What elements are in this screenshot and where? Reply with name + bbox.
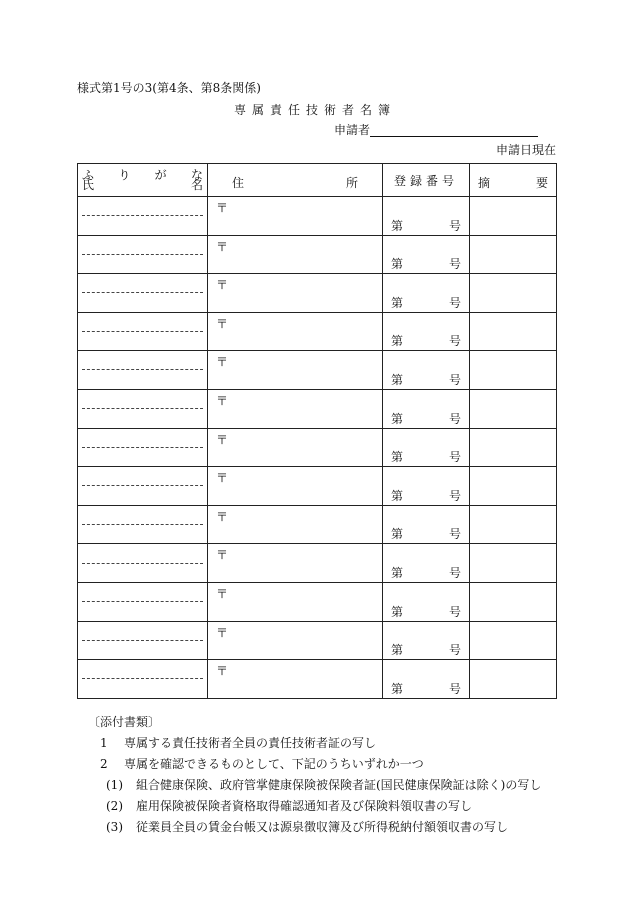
registration-number-cell[interactable] [383,312,470,351]
address-cell[interactable] [208,390,383,429]
notes-cell[interactable] [470,274,557,313]
reg-suffix: 号 [448,681,461,696]
table-row [78,390,557,429]
postal-mark: 〒 [216,394,229,409]
attachment-subitem: (2) 雇用保険被保険者資格取得確認通知者及び保険料領収書の写し [106,799,473,813]
reg-prefix: 第 [391,295,404,310]
notes-cell[interactable] [470,351,557,390]
notes-cell[interactable] [470,312,557,351]
registration-number-cell[interactable] [383,428,470,467]
furigana-divider [82,601,203,602]
application-date-label: 申請日現在 [495,143,556,157]
reg-suffix: 号 [448,334,461,349]
postal-mark: 〒 [216,316,229,331]
registration-number-cell[interactable] [383,235,470,274]
name-cell[interactable] [78,544,208,583]
table-row [78,235,557,274]
registration-number-cell[interactable] [383,505,470,544]
address-cell[interactable] [208,351,383,390]
registration-number-cell[interactable] [383,467,470,506]
attachment-subitem: (3) 従業員全員の賃金台帳又は源泉徴収簿及び所得税納付額領収書の写し [106,820,509,834]
address-cell[interactable] [208,621,383,660]
name-cell[interactable] [78,197,208,236]
notes-cell[interactable] [470,544,557,583]
header-furigana: ふ り が な [82,168,203,182]
name-cell[interactable] [78,428,208,467]
reg-suffix: 号 [448,488,461,503]
notes-cell[interactable] [470,390,557,429]
table-row [78,351,557,390]
reg-suffix: 号 [448,643,461,658]
postal-mark: 〒 [216,471,229,486]
reg-prefix: 第 [391,450,404,465]
name-cell[interactable] [78,351,208,390]
reg-prefix: 第 [391,566,404,581]
table-row [78,544,557,583]
table-row [78,621,557,660]
furigana-divider [82,563,203,564]
furigana-divider [82,447,203,448]
attachment-item: 1 専属する責任技術者全員の責任技術者証の写し [100,736,377,750]
furigana-divider [82,485,203,486]
table-row [78,467,557,506]
registration-number-cell[interactable] [383,274,470,313]
reg-suffix: 号 [448,257,461,272]
furigana-divider [82,331,203,332]
table-row [78,274,557,313]
form-number: 様式第1号の3(第4条、第8条関係) [77,81,261,95]
furigana-divider [82,408,203,409]
registration-number-cell[interactable] [383,544,470,583]
name-cell[interactable] [78,660,208,699]
address-cell[interactable] [208,467,383,506]
notes-cell[interactable] [470,583,557,622]
name-cell[interactable] [78,235,208,274]
notes-cell[interactable] [470,505,557,544]
reg-suffix: 号 [448,450,461,465]
attachment-subitem: (1) 組合健康保険、政府管掌健康保険被保険者証(国民健康保険証は除く)の写し [106,778,542,792]
address-cell[interactable] [208,428,383,467]
reg-suffix: 号 [448,604,461,619]
name-cell[interactable] [78,390,208,429]
registration-number-cell[interactable] [383,660,470,699]
applicant-label: 申請者 [334,123,371,137]
furigana-divider [82,292,203,293]
registration-number-cell[interactable] [383,351,470,390]
header-notes: 摘 要 [470,164,557,197]
reg-prefix: 第 [391,488,404,503]
reg-prefix: 第 [391,334,404,349]
postal-mark: 〒 [216,548,229,563]
notes-cell[interactable] [470,197,557,236]
postal-mark: 〒 [216,432,229,447]
reg-suffix: 号 [448,411,461,426]
table-row [78,660,557,699]
postal-mark: 〒 [216,278,229,293]
attachment-item: 2 専属を確認できるものとして、下記のうちいずれか一つ [100,757,424,771]
header-address: 住 所 [208,164,383,197]
attachments-section [88,712,541,838]
notes-cell[interactable] [470,235,557,274]
furigana-divider [82,215,203,216]
reg-prefix: 第 [391,643,404,658]
applicant-signature-line[interactable] [370,136,538,137]
furigana-divider [82,369,203,370]
reg-prefix: 第 [391,527,404,542]
reg-suffix: 号 [448,372,461,387]
name-cell[interactable] [78,312,208,351]
postal-mark: 〒 [216,355,229,370]
furigana-divider [82,254,203,255]
table-row [78,583,557,622]
registration-number-cell[interactable] [383,390,470,429]
notes-cell[interactable] [470,428,557,467]
address-cell[interactable] [208,505,383,544]
reg-prefix: 第 [391,218,404,233]
notes-cell[interactable] [470,660,557,699]
reg-suffix: 号 [448,527,461,542]
furigana-divider [82,524,203,525]
table-row [78,312,557,351]
reg-prefix: 第 [391,257,404,272]
header-full-name: 氏 名 [82,178,203,192]
header-registration-number: 登録番号 [383,164,470,197]
name-cell[interactable] [78,621,208,660]
header-name [78,164,208,197]
postal-mark: 〒 [216,625,229,640]
reg-prefix: 第 [391,681,404,696]
postal-mark: 〒 [216,587,229,602]
furigana-divider [82,678,203,679]
furigana-divider [82,640,203,641]
attachments-heading: 〔添付書類〕 [88,715,161,729]
reg-suffix: 号 [448,566,461,581]
registration-number-cell[interactable] [383,197,470,236]
address-cell[interactable] [208,544,383,583]
reg-prefix: 第 [391,604,404,619]
reg-prefix: 第 [391,411,404,426]
address-cell[interactable] [208,660,383,699]
postal-mark: 〒 [216,201,229,215]
reg-suffix: 号 [448,295,461,310]
address-cell[interactable] [208,274,383,313]
registration-number-cell[interactable] [383,621,470,660]
notes-cell[interactable] [470,467,557,506]
address-cell[interactable] [208,197,383,236]
postal-mark: 〒 [216,664,229,679]
page-title: 専属責任技術者名簿 [233,103,396,117]
registration-number-cell[interactable] [383,583,470,622]
reg-suffix: 号 [448,218,461,233]
address-cell[interactable] [208,235,383,274]
name-cell[interactable] [78,583,208,622]
name-cell[interactable] [78,505,208,544]
table-header-row [78,164,557,197]
postal-mark: 〒 [216,239,229,254]
name-cell[interactable] [78,467,208,506]
reg-prefix: 第 [391,372,404,387]
address-cell[interactable] [208,583,383,622]
address-cell[interactable] [208,312,383,351]
postal-mark: 〒 [216,509,229,524]
notes-cell[interactable] [470,621,557,660]
table-row [78,428,557,467]
technician-roster-table [77,163,557,699]
table-row [78,197,557,236]
table-row [78,505,557,544]
name-cell[interactable] [78,274,208,313]
